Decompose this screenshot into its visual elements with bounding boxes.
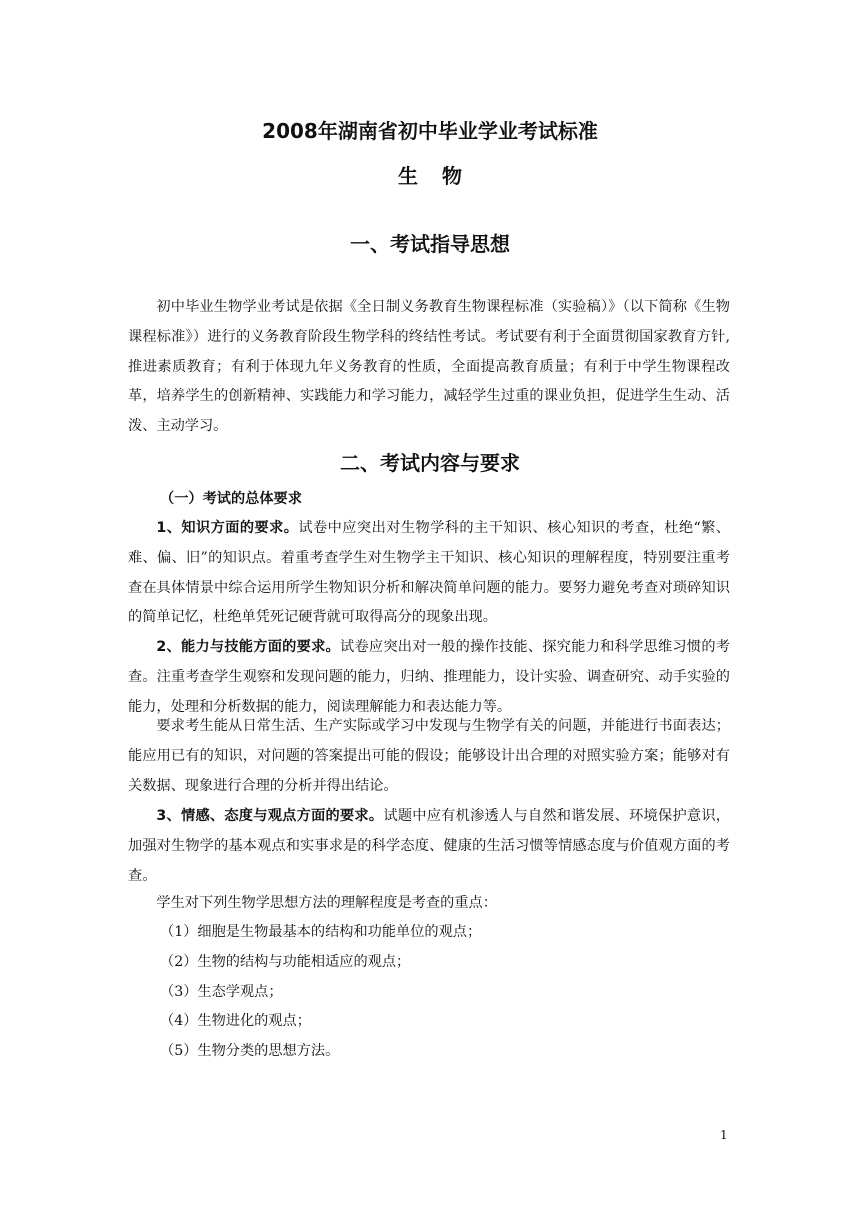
knowledge-label: 1、知识方面的要求。 [156,520,299,536]
ability-text: 试卷应突出对一般的操作技能、探究能力和科学思维习惯的考查。注重考查学生观察和发现问题的能力，归纳、推理能力，设计实验、调查研究、动手实验的能力，处理和分析数据的能力，阅读理解能力和表达能力等。 [128,639,730,715]
list-item: （3）生态学观点； [160,983,283,1000]
ability-label: 2、能力与技能方面的要求。 [156,639,340,655]
emotion-label: 3、情感、态度与观点方面的要求。 [156,808,384,824]
subsection-heading: （一）考试的总体要求 [160,491,302,507]
knowledge-text: 试卷中应突出对生物学科的主干知识、核心知识的考查，杜绝“繁、难、偏、旧”的知识点。着重考查学生对生物学主干知识、核心知识的理解程度，特别要注重考查在具体情景中综合运用所学生物知识分析和解决简单问题的能力。要努力避免考查对琐碎知识的简单记忆，杜绝单凭死记硬背就可取得高分的现象出现。 [128,520,730,626]
emotion-text: 试题中应有机渗透人与自然和谐发展、环境保护意识，加强对生物学的基本观点和实事求是的科学态度、健康的生活习惯等情感态度与价值观方面的考查。 [128,808,730,884]
list-item: （4）生物进化的观点； [160,1013,311,1030]
section2-heading: 二、考试内容与要求 [340,451,520,475]
list-item: （5）生物分类的思想方法。 [160,1043,340,1060]
main-title: 2008年湖南省初中毕业学业考试标准 [262,119,598,143]
list-item: （1）细胞是生物最基本的结构和功能单位的观点； [160,924,482,940]
requirement-paragraph: 要求考生能从日常生活、生产实际或学习中发现与生物学有关的问题，并能进行书面表达；能应用已有的知识，对问题的答案提出可能的假设；能够设计出合理的对照实验方案；能够对有关数据、现象进行合理的分析并得出结论。 [128,718,730,794]
methods-list [160,918,720,1067]
knowledge-requirement-paragraph [128,514,730,633]
emotion-requirement-paragraph [128,802,730,891]
subject-title: 生物 [398,164,486,188]
ability-requirement-paragraph [128,633,730,722]
list-item: （2）生物的结构与功能相适应的观点； [160,953,411,970]
section1-heading: 一、考试指导思想 [350,232,510,256]
methods-intro-paragraph: 学生对下列生物学思想方法的理解程度是考查的重点： [156,895,497,911]
page-number: 1 [720,1128,728,1142]
section1-paragraph: 初中毕业生物学业考试是依据《全日制义务教育生物课程标准（实验稿）》（以下简称《生物课程标准》）进行的义务教育阶段生物学科的终结性考试。考试要有利于全面贯彻国家教育方针,推进素质教育；有利于体现九年义务教育的性质，全面提高教育质量；有利于中学生物课程改革，培养学生的创新精神、实践能力和学习能力，减轻学生过重的课业负担，促进学生生动、活泼、主动学习。 [128,299,730,435]
